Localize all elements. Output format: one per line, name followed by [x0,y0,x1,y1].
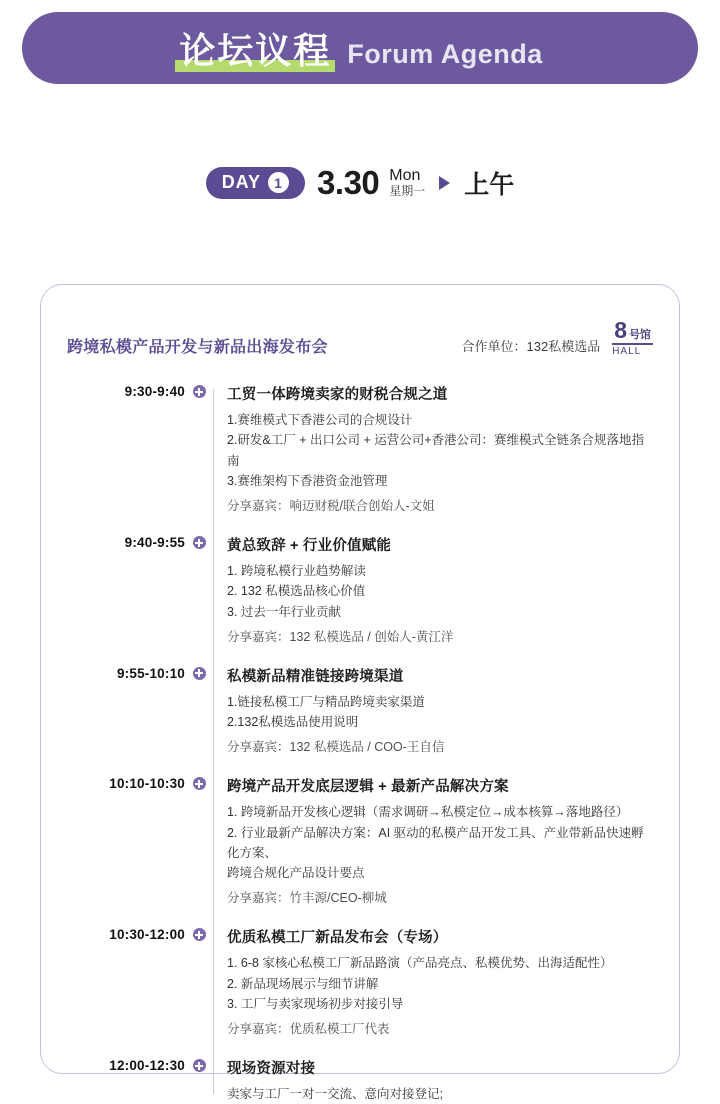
session-bullet: 2.研发&工厂 + 出口公司 + 运营公司+香港公司：赛维模式全链条合规落地指南 [227,433,645,468]
session-time: 10:10-10:30 [109,776,185,792]
session-title: 工贸一体跨境卖家的财税合规之道 [227,387,448,403]
session-bullet: 1. 6-8 家核心私模工厂新品路演（产品亮点、私模优势、出海适配性） [227,956,613,971]
session-bullet: 卖家与工厂一对一交流、意向对接登记; [227,1087,443,1101]
banner-title-en: Forum Agenda [347,38,543,69]
timeline-marker-cell [185,534,213,549]
timeline-marker-cell [185,1057,213,1072]
agenda-row [67,665,653,756]
session-title: 跨境产品开发底层逻辑 + 最新产品解决方案 [227,779,509,796]
hall-number: 8 [614,317,627,343]
timeline-marker-cell [185,665,213,680]
agenda-card [40,284,680,1101]
agenda-row [67,775,653,906]
banner-title-cn: 论坛议程 [179,29,332,71]
session-body [213,383,653,514]
session-time: 9:40-9:55 [124,535,185,550]
partner-label: 合作单位：132私模选品 [461,339,601,354]
session-body [213,665,653,756]
timeline-marker-cell [185,383,213,398]
plus-marker-icon [193,536,206,549]
hall-badge [612,319,653,357]
weekday-en: Mon [389,167,421,185]
session-time: 10:30-12:00 [109,927,185,943]
timeline-marker-cell [185,926,213,941]
timeline-marker-cell [185,775,213,790]
forum-agenda-banner [22,12,698,84]
session-bullet: 1. 跨境私模行业趋势解读 [227,564,366,578]
session-time: 9:30-9:40 [124,384,185,399]
hall-label-cn: 号馆 [629,329,651,341]
plus-marker-icon [193,667,206,680]
session-bullet: 1. 跨境新品开发核心逻辑（需求调研→私模定位→成本核算→落地路径） [227,805,629,820]
session-speaker: 分享嘉宾：竹丰源/CEO-柳城 [227,891,387,906]
banner-title-group [177,23,543,74]
agenda-row [67,534,653,645]
card-header-right [462,319,654,357]
session-body [213,534,653,645]
session-bullet: 3.赛维架构下香港资金池管理 [227,473,388,488]
session-bullet: 3. 工厂与卖家现场初步对接引导 [227,996,404,1011]
session-bullet: 跨境合规化产品设计要点 [227,866,365,880]
day-label: DAY [221,172,262,192]
banner-title-cn-wrap [177,23,333,74]
session-title: 黄总致辞 + 行业价值赋能 [227,538,392,554]
day-number: 1 [268,172,289,193]
session-time: 12:00-12:30 [109,1058,185,1073]
plus-marker-icon [193,385,206,398]
session-speaker: 分享嘉宾：132 私模选品 / 创始人-黄江洋 [227,629,454,644]
session-body [213,1057,653,1104]
session-bullet: 2. 132 私模选品核心价值 [227,584,366,599]
day-pill [206,167,305,199]
session-bullet: 2. 新品现场展示与细节讲解 [227,976,379,991]
session-time: 9:55-10:10 [116,665,185,681]
session-bullet: 3. 过去一年行业贡献 [227,604,341,619]
plus-marker-icon [193,1059,206,1072]
hall-line [612,319,653,345]
session-body [213,926,653,1037]
session-title: 私模新品精准链接跨境渠道 [227,668,404,685]
session-body [213,775,653,906]
plus-marker-icon [193,777,206,790]
card-header [41,285,679,357]
agenda-row [67,1057,653,1104]
session-speaker: 分享嘉宾：优质私模工厂代表 [227,1022,390,1036]
card-title: 跨境私模产品开发与新品出海发布会 [67,339,328,356]
session-speaker: 分享嘉宾：响迈财税/联合创始人-文姐 [227,499,435,513]
session-bullet: 1.赛维模式下香港公司的合规设计 [227,413,413,427]
hall-label-en: HALL [612,346,642,357]
day-date-row [0,164,720,202]
session-bullet: 1.链接私模工厂与精品跨境卖家渠道 [227,694,425,709]
plus-marker-icon [193,928,206,941]
agenda-list [41,383,679,1104]
session-title: 现场资源对接 [227,1061,316,1077]
play-triangle-icon [439,176,450,190]
agenda-row [67,926,653,1037]
session-bullet: 2. 行业最新产品解决方案：AI 驱动的私模产品开发工具、产业带新品快速孵化方案、 [227,825,644,860]
weekday-cn: 星期一 [389,184,426,199]
agenda-row [67,383,653,514]
session-bullet: 2.132私模选品使用说明 [227,715,359,729]
weekday-stack [389,167,425,198]
period-label: 上午 [464,171,515,199]
session-speaker: 分享嘉宾：132 私模选品 / COO-王自信 [227,740,445,755]
session-title: 优质私模工厂新品发布会（专场） [227,930,448,947]
date-value: 3.30 [317,164,380,201]
